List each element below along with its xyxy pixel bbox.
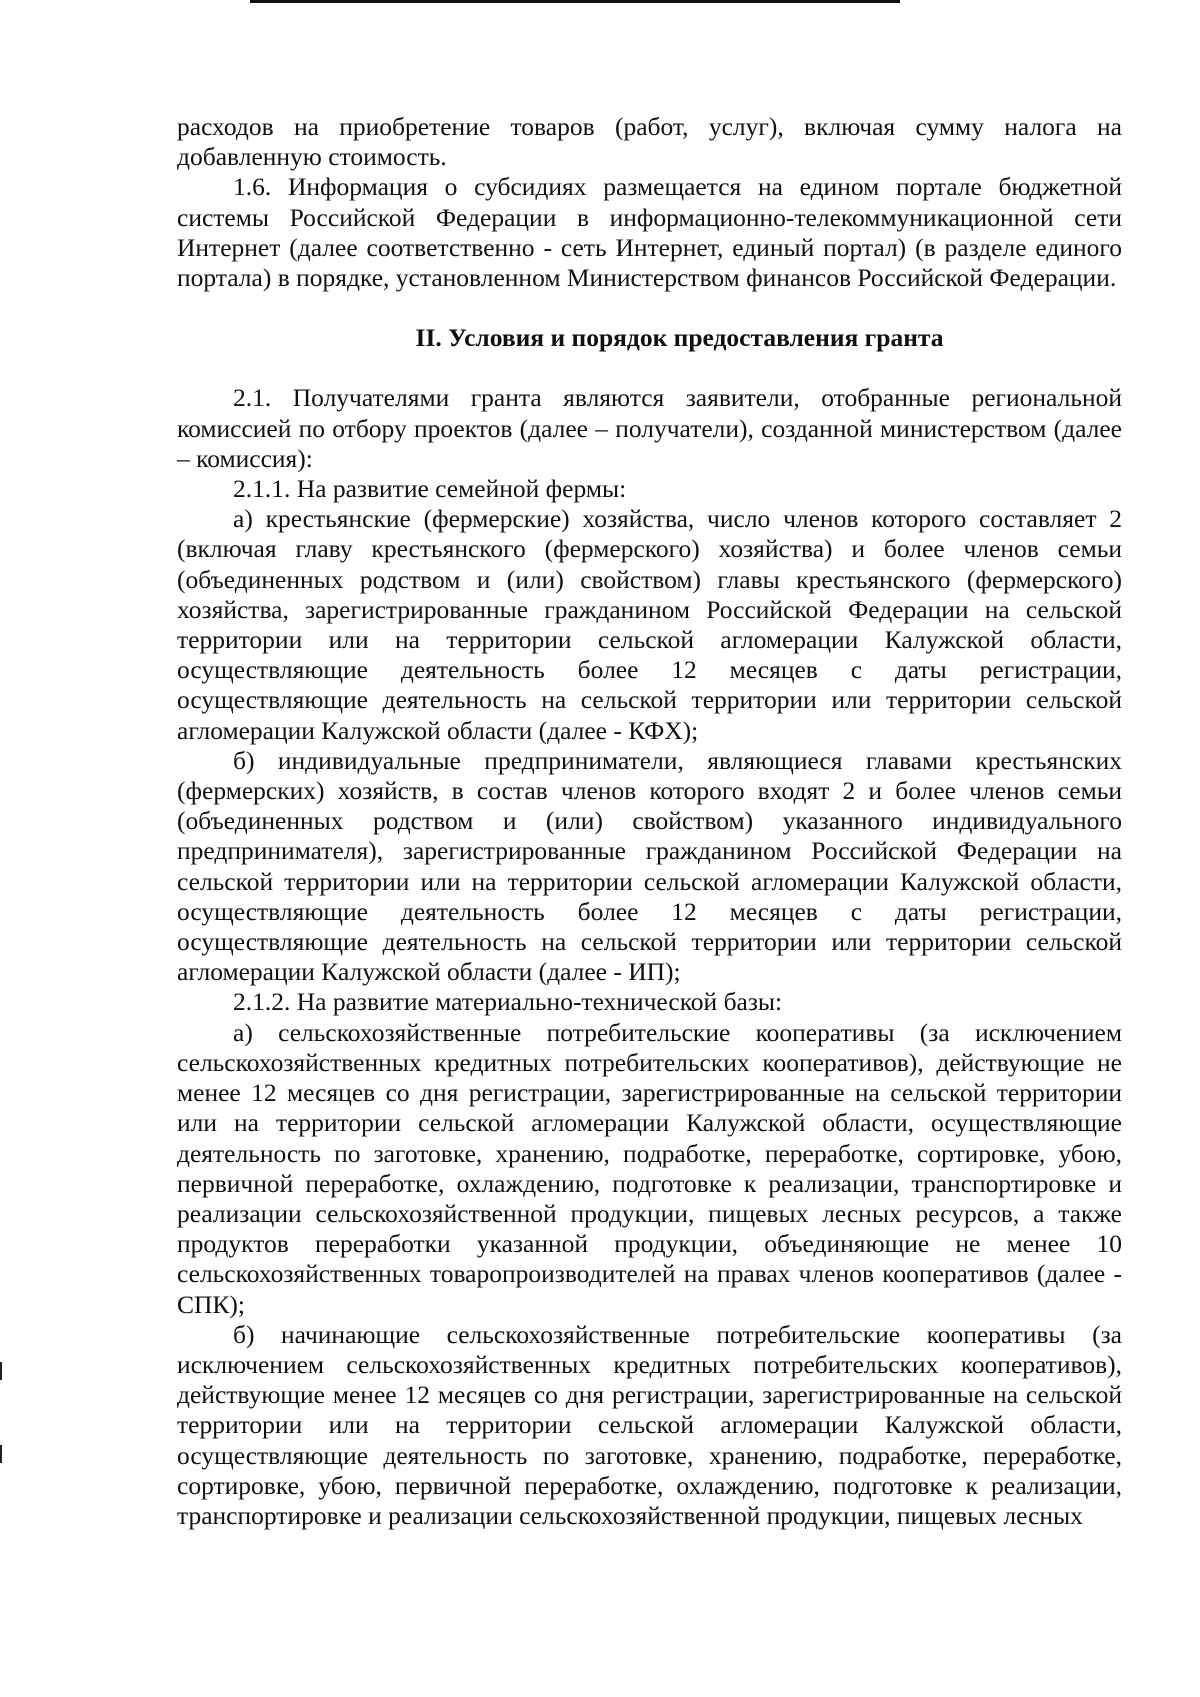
- document-body: [177, 112, 1122, 1531]
- scan-edge-mark: [0, 1445, 2, 1463]
- paragraph-2-1-1-a: а) крестьянские (фермерские) хозяйства, число членов которого составляет 2 (включая главу крестьянского (фермерского) хозяйства) и более членов семьи (объединенных родством и (или) свойством) главы крестьянского (фермерского) хозяйства, зарегистрированные гражданином Российской Федерации на сельской территории или на территории сельской агломерации Калужской области, осуществляющие деятельность более 12 месяцев с даты регистрации, осуществляющие деятельность на сельской территории или территории сельской агломерации Калужской области (далее - КФХ);: [177, 504, 1122, 745]
- paragraph-2-1-2-a: а) сельскохозяйственные потребительские кооперативы (за исключением сельскохозяйственных кредитных потребительских кооперативов), действующие не менее 12 месяцев со дня регистрации, зарегистрированные на сельской территории или на территории сельской агломерации Калужской области, осуществляющие деятельность по заготовке, хранению, подработке, переработке, сортировке, убою, первичной переработке, охлаждению, подготовке к реализации, транспортировке и реализации сельскохозяйственной продукции, пищевых лесных ресурсов, а также продуктов переработки указанной продукции, объединяющие не менее 10 сельскохозяйственных товаропроизводителей на правах членов кооперативов (далее - СПК);: [177, 1017, 1122, 1319]
- scan-edge-mark: [0, 1362, 2, 1380]
- paragraph-1-6: 1.6. Информация о субсидиях размещается на едином портале бюджетной системы Российской Федерации в информационно-телекоммуникационной сети Интернет (далее соответственно - сеть Интернет, единый портал) (в разделе единого портала) в порядке, установленном Министерством финансов Российской Федерации.: [177, 172, 1122, 293]
- paragraph-2-1-2-b: б) начинающие сельскохозяйственные потребительские кооперативы (за исключением сельскохозяйственных кредитных потребительских кооперативов), действующие менее 12 месяцев со дня регистрации, зарегистрированные на сельской территории или на территории сельской агломерации Калужской области, осуществляющие деятельность по заготовке, хранению, подработке, переработке, сортировке, убою, первичной переработке, охлаждению, подготовке к реализации, транспортировке и реализации сельскохозяйственной продукции, пищевых лесных: [177, 1319, 1122, 1530]
- section-heading: II. Условия и порядок предоставления гранта: [415, 323, 944, 353]
- paragraph-2-1-1-b: б) индивидуальные предприниматели, являющиеся главами крестьянских (фермерских) хозяйств, в состав членов которого входят 2 и более членов семьи (объединенных родством и (или) свойством) указанного индивидуального предпринимателя), зарегистрированные гражданином Российской Федерации на сельской территории или на территории сельской агломерации Калужской области, осуществляющие деятельность более 12 месяцев с даты регистрации, осуществляющие деятельность на сельской территории или территории сельской агломерации Калужской области (далее - ИП);: [177, 745, 1122, 987]
- paragraph-continuation: расходов на приобретение товаров (работ, услуг), включая сумму налога на добавленную стоимость.: [177, 112, 1122, 172]
- paragraph-2-1: 2.1. Получателями гранта являются заявители, отобранные региональной комиссией по отбору проектов (далее – получатели), созданной министерством (далее – комиссия):: [177, 383, 1122, 473]
- paragraph-2-1-2: 2.1.2. На развитие материально-технической базы:: [233, 987, 783, 1017]
- paragraph-2-1-1: 2.1.1. На развитие семейной фермы:: [233, 474, 627, 504]
- top-scan-rule: [250, 0, 900, 3]
